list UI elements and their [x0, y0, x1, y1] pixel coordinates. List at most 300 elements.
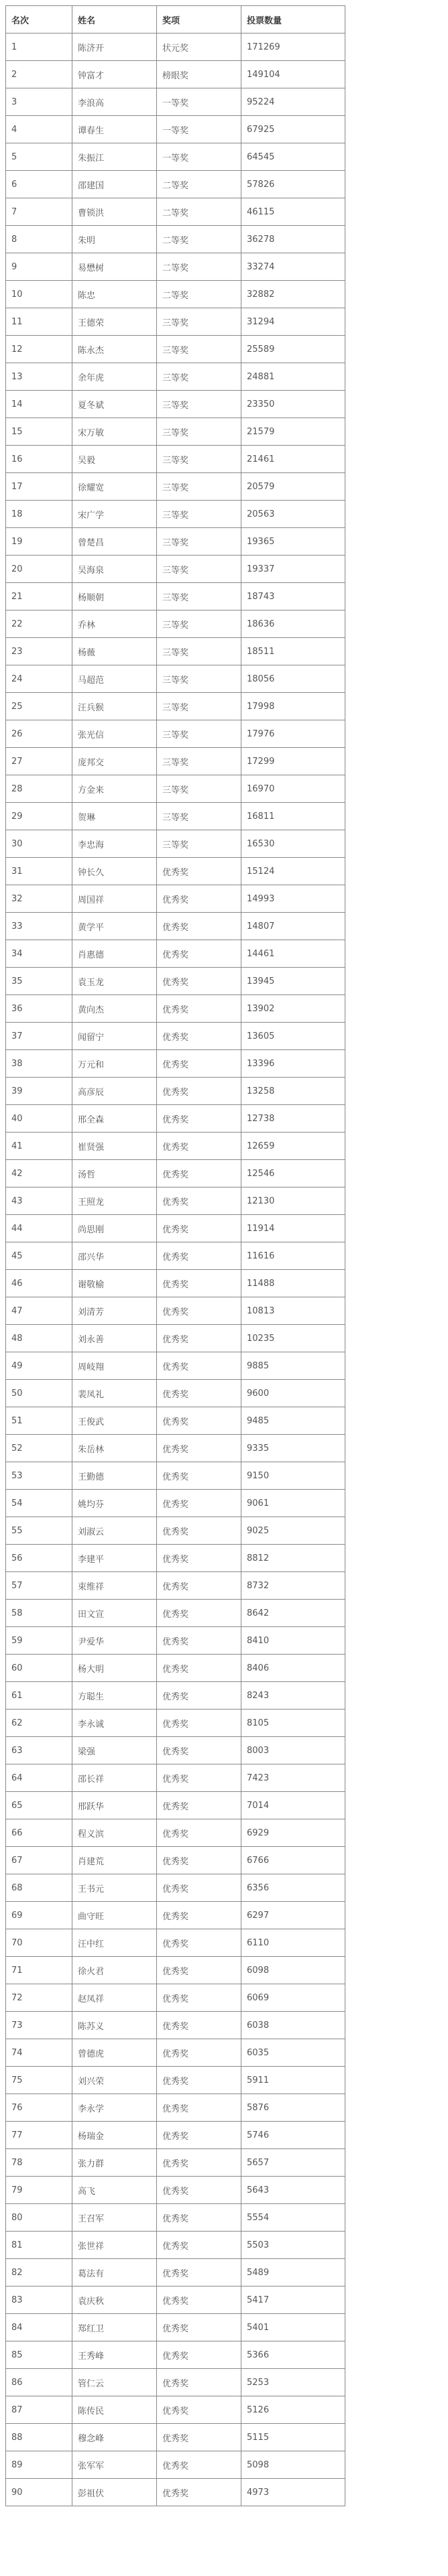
cell-name: 邵建国	[72, 171, 157, 198]
cell-award: 三等奖	[157, 336, 241, 363]
cell-votes: 11488	[241, 1270, 345, 1297]
cell-name: 刘兴荣	[72, 2067, 157, 2094]
table-row	[6, 748, 345, 775]
cell-award: 优秀奖	[157, 2259, 241, 2287]
cell-rank: 53	[6, 1462, 72, 1490]
cell-award: 优秀奖	[157, 1655, 241, 1682]
cell-award: 三等奖	[157, 418, 241, 446]
cell-award: 优秀奖	[157, 2314, 241, 2341]
table-row	[6, 913, 345, 940]
table-row	[6, 2369, 345, 2396]
table-row	[6, 1874, 345, 1902]
cell-votes: 11914	[241, 1215, 345, 1242]
table-row	[6, 2067, 345, 2094]
cell-award: 优秀奖	[157, 2287, 241, 2314]
cell-award: 优秀奖	[157, 1819, 241, 1847]
cell-award: 优秀奖	[157, 2012, 241, 2039]
cell-votes: 6110	[241, 1929, 345, 1957]
cell-name: 邵长祥	[72, 1764, 157, 1792]
table-row	[6, 1133, 345, 1160]
cell-votes: 6098	[241, 1957, 345, 1984]
cell-votes: 6766	[241, 1847, 345, 1874]
table-row	[6, 1105, 345, 1133]
cell-votes: 13605	[241, 1023, 345, 1050]
cell-name: 庞邦交	[72, 748, 157, 775]
cell-award: 三等奖	[157, 748, 241, 775]
cell-votes: 9885	[241, 1352, 345, 1380]
cell-award: 二等奖	[157, 171, 241, 198]
cell-award: 优秀奖	[157, 1627, 241, 1655]
table-row	[6, 1380, 345, 1407]
cell-votes: 6069	[241, 1984, 345, 2012]
cell-award: 优秀奖	[157, 1737, 241, 1764]
table-row	[6, 803, 345, 830]
cell-name: 姚均芬	[72, 1490, 157, 1517]
cell-votes: 5876	[241, 2094, 345, 2122]
cell-rank: 51	[6, 1407, 72, 1435]
cell-votes: 12659	[241, 1133, 345, 1160]
table-row	[6, 693, 345, 720]
cell-name: 宋万敏	[72, 418, 157, 446]
cell-rank: 28	[6, 775, 72, 803]
table-row	[6, 968, 345, 995]
cell-rank: 24	[6, 665, 72, 693]
cell-votes: 24881	[241, 363, 345, 391]
cell-votes: 5366	[241, 2341, 345, 2369]
cell-name: 杨瑞金	[72, 2122, 157, 2149]
cell-rank: 50	[6, 1380, 72, 1407]
cell-rank: 88	[6, 2424, 72, 2451]
table-row	[6, 1407, 345, 1435]
cell-rank: 10	[6, 281, 72, 308]
cell-award: 优秀奖	[157, 1710, 241, 1737]
cell-rank: 6	[6, 171, 72, 198]
cell-rank: 80	[6, 2204, 72, 2232]
cell-award: 优秀奖	[157, 1133, 241, 1160]
table-row	[6, 1847, 345, 1874]
cell-name: 陈苏义	[72, 2012, 157, 2039]
cell-award: 三等奖	[157, 473, 241, 501]
table-row	[6, 638, 345, 665]
table-row	[6, 1352, 345, 1380]
cell-votes: 5417	[241, 2287, 345, 2314]
cell-votes: 6035	[241, 2039, 345, 2067]
cell-rank: 83	[6, 2287, 72, 2314]
table-row	[6, 665, 345, 693]
cell-name: 刘永善	[72, 1325, 157, 1352]
cell-rank: 89	[6, 2451, 72, 2479]
cell-votes: 11616	[241, 1242, 345, 1270]
cell-rank: 40	[6, 1105, 72, 1133]
cell-award: 优秀奖	[157, 1160, 241, 1187]
cell-award: 三等奖	[157, 308, 241, 336]
cell-name: 李忠海	[72, 830, 157, 858]
cell-rank: 31	[6, 858, 72, 885]
header-name: 姓名	[72, 6, 157, 34]
cell-name: 曲守旺	[72, 1902, 157, 1929]
cell-award: 榜眼奖	[157, 61, 241, 88]
cell-award: 优秀奖	[157, 1215, 241, 1242]
cell-name: 王勤德	[72, 1462, 157, 1490]
table-row	[6, 2177, 345, 2204]
cell-name: 李永学	[72, 2094, 157, 2122]
cell-votes: 10813	[241, 1297, 345, 1325]
table-row	[6, 143, 345, 171]
cell-name: 宋广学	[72, 501, 157, 528]
cell-votes: 12546	[241, 1160, 345, 1187]
cell-award: 一等奖	[157, 88, 241, 116]
cell-rank: 7	[6, 198, 72, 226]
cell-award: 优秀奖	[157, 968, 241, 995]
cell-name: 杨大明	[72, 1655, 157, 1682]
table-row	[6, 1078, 345, 1105]
cell-votes: 16530	[241, 830, 345, 858]
cell-name: 陈忠	[72, 281, 157, 308]
cell-votes: 67925	[241, 116, 345, 143]
cell-name: 陈永杰	[72, 336, 157, 363]
table-row	[6, 1627, 345, 1655]
cell-name: 高彦辰	[72, 1078, 157, 1105]
cell-name: 束维祥	[72, 1572, 157, 1600]
cell-award: 优秀奖	[157, 1682, 241, 1710]
cell-rank: 75	[6, 2067, 72, 2094]
cell-rank: 5	[6, 143, 72, 171]
table-row	[6, 226, 345, 253]
cell-name: 钟富才	[72, 61, 157, 88]
table-row	[6, 281, 345, 308]
cell-name: 张军军	[72, 2451, 157, 2479]
cell-rank: 30	[6, 830, 72, 858]
cell-rank: 56	[6, 1545, 72, 1572]
cell-award: 三等奖	[157, 665, 241, 693]
cell-rank: 42	[6, 1160, 72, 1187]
cell-name: 肖建荒	[72, 1847, 157, 1874]
cell-name: 裴凤礼	[72, 1380, 157, 1407]
cell-votes: 5115	[241, 2424, 345, 2451]
cell-votes: 6297	[241, 1902, 345, 1929]
table-row	[6, 1297, 345, 1325]
cell-award: 优秀奖	[157, 1545, 241, 1572]
cell-name: 易懋树	[72, 253, 157, 281]
cell-name: 黄向杰	[72, 995, 157, 1023]
cell-award: 优秀奖	[157, 1187, 241, 1215]
cell-votes: 8243	[241, 1682, 345, 1710]
cell-rank: 27	[6, 748, 72, 775]
table-row	[6, 1572, 345, 1600]
cell-votes: 10235	[241, 1325, 345, 1352]
cell-award: 优秀奖	[157, 1957, 241, 1984]
cell-votes: 12130	[241, 1187, 345, 1215]
cell-votes: 8003	[241, 1737, 345, 1764]
table-row	[6, 116, 345, 143]
cell-votes: 7014	[241, 1792, 345, 1819]
cell-votes: 13396	[241, 1050, 345, 1078]
table-row	[6, 1517, 345, 1545]
cell-rank: 77	[6, 2122, 72, 2149]
cell-award: 二等奖	[157, 253, 241, 281]
table-row	[6, 1545, 345, 1572]
cell-name: 王书元	[72, 1874, 157, 1902]
table-row	[6, 2149, 345, 2177]
table-row	[6, 1325, 345, 1352]
cell-votes: 9335	[241, 1435, 345, 1462]
table-row	[6, 501, 345, 528]
cell-votes: 21461	[241, 446, 345, 473]
cell-award: 优秀奖	[157, 885, 241, 913]
cell-votes: 13945	[241, 968, 345, 995]
table-row	[6, 940, 345, 968]
cell-award: 优秀奖	[157, 2067, 241, 2094]
cell-rank: 86	[6, 2369, 72, 2396]
cell-rank: 76	[6, 2094, 72, 2122]
cell-award: 三等奖	[157, 775, 241, 803]
cell-rank: 79	[6, 2177, 72, 2204]
cell-rank: 78	[6, 2149, 72, 2177]
cell-award: 优秀奖	[157, 1600, 241, 1627]
cell-rank: 84	[6, 2314, 72, 2341]
cell-award: 优秀奖	[157, 1023, 241, 1050]
cell-rank: 18	[6, 501, 72, 528]
cell-award: 三等奖	[157, 391, 241, 418]
cell-votes: 57826	[241, 171, 345, 198]
header-votes: 投票数量	[241, 6, 345, 34]
cell-award: 优秀奖	[157, 1490, 241, 1517]
cell-name: 李浪高	[72, 88, 157, 116]
cell-votes: 17976	[241, 720, 345, 748]
cell-award: 三等奖	[157, 446, 241, 473]
cell-votes: 14807	[241, 913, 345, 940]
cell-rank: 1	[6, 34, 72, 61]
cell-name: 崔贤强	[72, 1133, 157, 1160]
cell-name: 曾德虎	[72, 2039, 157, 2067]
table-row	[6, 34, 345, 61]
table-row	[6, 2314, 345, 2341]
table-row	[6, 2341, 345, 2369]
cell-rank: 11	[6, 308, 72, 336]
cell-votes: 8812	[241, 1545, 345, 1572]
cell-rank: 13	[6, 363, 72, 391]
cell-rank: 32	[6, 885, 72, 913]
cell-votes: 33274	[241, 253, 345, 281]
cell-award: 优秀奖	[157, 1764, 241, 1792]
cell-award: 优秀奖	[157, 1078, 241, 1105]
cell-rank: 54	[6, 1490, 72, 1517]
cell-award: 优秀奖	[157, 913, 241, 940]
cell-name: 方聪生	[72, 1682, 157, 1710]
cell-award: 优秀奖	[157, 1572, 241, 1600]
cell-name: 程义滨	[72, 1819, 157, 1847]
cell-award: 优秀奖	[157, 2149, 241, 2177]
table-row	[6, 2451, 345, 2479]
cell-award: 优秀奖	[157, 1462, 241, 1490]
cell-votes: 5746	[241, 2122, 345, 2149]
cell-award: 优秀奖	[157, 1380, 241, 1407]
cell-rank: 39	[6, 1078, 72, 1105]
cell-rank: 66	[6, 1819, 72, 1847]
table-row	[6, 1902, 345, 1929]
cell-votes: 6929	[241, 1819, 345, 1847]
cell-award: 三等奖	[157, 693, 241, 720]
cell-votes: 13902	[241, 995, 345, 1023]
cell-name: 朱岳林	[72, 1435, 157, 1462]
cell-votes: 149104	[241, 61, 345, 88]
table-row	[6, 556, 345, 583]
cell-name: 钟长久	[72, 858, 157, 885]
table-row	[6, 2122, 345, 2149]
table-row	[6, 528, 345, 556]
cell-name: 杨顺朝	[72, 583, 157, 610]
cell-name: 梁强	[72, 1737, 157, 1764]
cell-name: 曹锁洪	[72, 198, 157, 226]
cell-rank: 65	[6, 1792, 72, 1819]
table-row	[6, 2396, 345, 2424]
cell-name: 万元和	[72, 1050, 157, 1078]
cell-name: 尹爱华	[72, 1627, 157, 1655]
cell-votes: 19337	[241, 556, 345, 583]
cell-award: 优秀奖	[157, 995, 241, 1023]
cell-rank: 48	[6, 1325, 72, 1352]
table-row	[6, 2039, 345, 2067]
cell-rank: 73	[6, 2012, 72, 2039]
cell-award: 三等奖	[157, 720, 241, 748]
cell-award: 优秀奖	[157, 2341, 241, 2369]
table-row	[6, 1435, 345, 1462]
cell-rank: 8	[6, 226, 72, 253]
cell-votes: 5401	[241, 2314, 345, 2341]
cell-votes: 171269	[241, 34, 345, 61]
table-row	[6, 775, 345, 803]
cell-votes: 18511	[241, 638, 345, 665]
cell-votes: 19365	[241, 528, 345, 556]
cell-award: 优秀奖	[157, 2396, 241, 2424]
cell-rank: 41	[6, 1133, 72, 1160]
cell-award: 优秀奖	[157, 2177, 241, 2204]
table-row	[6, 2479, 345, 2506]
table-row	[6, 1270, 345, 1297]
cell-rank: 25	[6, 693, 72, 720]
cell-rank: 60	[6, 1655, 72, 1682]
table-row	[6, 1655, 345, 1682]
cell-name: 李永诚	[72, 1710, 157, 1737]
cell-rank: 47	[6, 1297, 72, 1325]
cell-award: 优秀奖	[157, 1407, 241, 1435]
cell-votes: 8732	[241, 1572, 345, 1600]
cell-name: 吴海泉	[72, 556, 157, 583]
cell-award: 一等奖	[157, 143, 241, 171]
cell-award: 优秀奖	[157, 1929, 241, 1957]
cell-rank: 19	[6, 528, 72, 556]
cell-award: 三等奖	[157, 830, 241, 858]
cell-rank: 81	[6, 2232, 72, 2259]
cell-votes: 5489	[241, 2259, 345, 2287]
cell-award: 状元奖	[157, 34, 241, 61]
table-row	[6, 2424, 345, 2451]
cell-votes: 18636	[241, 610, 345, 638]
table-row	[6, 1792, 345, 1819]
cell-rank: 21	[6, 583, 72, 610]
cell-votes: 8406	[241, 1655, 345, 1682]
cell-award: 优秀奖	[157, 1984, 241, 2012]
cell-votes: 5554	[241, 2204, 345, 2232]
cell-name: 邢跃华	[72, 1792, 157, 1819]
cell-award: 优秀奖	[157, 2451, 241, 2479]
cell-name: 陈传民	[72, 2396, 157, 2424]
table-row	[6, 1764, 345, 1792]
cell-rank: 70	[6, 1929, 72, 1957]
cell-award: 三等奖	[157, 556, 241, 583]
cell-votes: 17299	[241, 748, 345, 775]
cell-rank: 46	[6, 1270, 72, 1297]
cell-votes: 5098	[241, 2451, 345, 2479]
table-row	[6, 61, 345, 88]
cell-name: 乔林	[72, 610, 157, 638]
cell-rank: 55	[6, 1517, 72, 1545]
table-row	[6, 1957, 345, 1984]
cell-name: 刘清芳	[72, 1297, 157, 1325]
cell-name: 闻留宁	[72, 1023, 157, 1050]
cell-rank: 63	[6, 1737, 72, 1764]
cell-votes: 8105	[241, 1710, 345, 1737]
cell-name: 汪中红	[72, 1929, 157, 1957]
cell-name: 朱振江	[72, 143, 157, 171]
cell-votes: 21579	[241, 418, 345, 446]
cell-rank: 62	[6, 1710, 72, 1737]
cell-rank: 72	[6, 1984, 72, 2012]
table-row	[6, 1929, 345, 1957]
cell-name: 张力群	[72, 2149, 157, 2177]
cell-votes: 16811	[241, 803, 345, 830]
table-row	[6, 1490, 345, 1517]
cell-rank: 59	[6, 1627, 72, 1655]
cell-award: 三等奖	[157, 638, 241, 665]
cell-name: 尚思刚	[72, 1215, 157, 1242]
cell-name: 王德荣	[72, 308, 157, 336]
table-header-row	[6, 6, 345, 34]
cell-votes: 18743	[241, 583, 345, 610]
cell-name: 朱明	[72, 226, 157, 253]
cell-votes: 18056	[241, 665, 345, 693]
cell-rank: 87	[6, 2396, 72, 2424]
table-row	[6, 1682, 345, 1710]
cell-votes: 5126	[241, 2396, 345, 2424]
table-row	[6, 253, 345, 281]
table-row	[6, 1215, 345, 1242]
header-rank: 名次	[6, 6, 72, 34]
cell-name: 高飞	[72, 2177, 157, 2204]
table-row	[6, 171, 345, 198]
cell-rank: 34	[6, 940, 72, 968]
cell-rank: 58	[6, 1600, 72, 1627]
cell-votes: 12738	[241, 1105, 345, 1133]
cell-award: 优秀奖	[157, 1792, 241, 1819]
cell-award: 优秀奖	[157, 1517, 241, 1545]
cell-name: 谢敬榆	[72, 1270, 157, 1297]
cell-award: 二等奖	[157, 226, 241, 253]
table-row	[6, 858, 345, 885]
table-row	[6, 1242, 345, 1270]
cell-award: 优秀奖	[157, 2204, 241, 2232]
cell-votes: 20563	[241, 501, 345, 528]
cell-name: 周岐翔	[72, 1352, 157, 1380]
cell-rank: 49	[6, 1352, 72, 1380]
cell-award: 优秀奖	[157, 1902, 241, 1929]
cell-votes: 16970	[241, 775, 345, 803]
cell-name: 马超范	[72, 665, 157, 693]
cell-votes: 20579	[241, 473, 345, 501]
cell-votes: 5503	[241, 2232, 345, 2259]
cell-rank: 12	[6, 336, 72, 363]
cell-votes: 5657	[241, 2149, 345, 2177]
